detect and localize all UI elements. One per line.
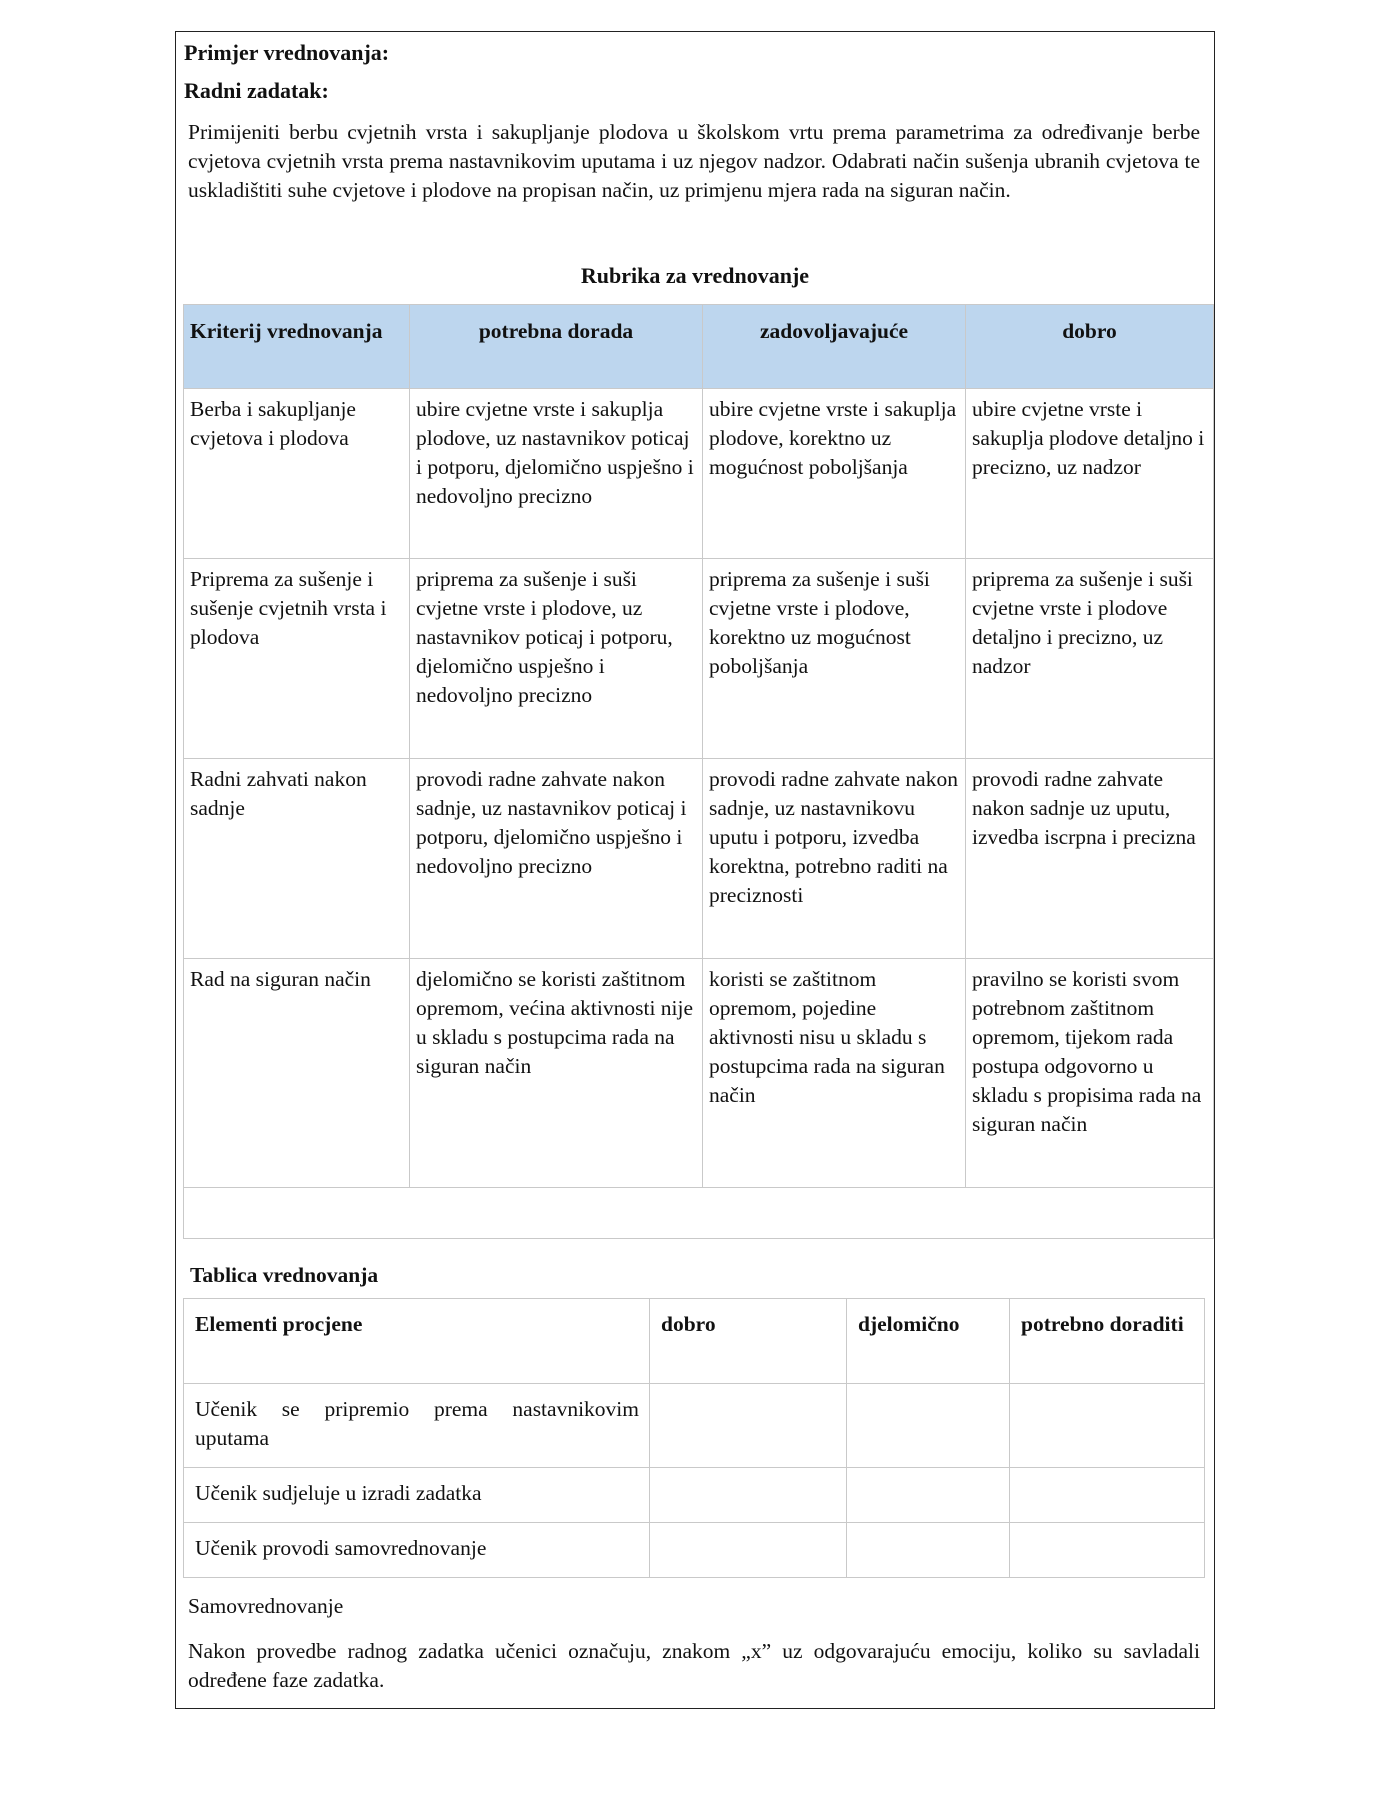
- mark-cell[interactable]: [650, 1523, 847, 1578]
- mark-cell[interactable]: [650, 1384, 847, 1468]
- evaluation-header-row: [184, 1299, 1205, 1384]
- mark-cell[interactable]: [847, 1384, 1010, 1468]
- evaluation-table-title: Tablica vrednovanja: [190, 1263, 379, 1287]
- table-cell: djelomično se koristi zaštitnom opremom, većina aktivnosti nije u skladu s postupcima rada na siguran način: [410, 959, 703, 1188]
- table-cell: provodi radne zahvate nakon sadnje uz uputu, izvedba iscrpna i precizna: [966, 759, 1214, 959]
- mark-cell[interactable]: [847, 1523, 1010, 1578]
- mark-cell[interactable]: [847, 1468, 1010, 1523]
- mark-cell[interactable]: [650, 1468, 847, 1523]
- task-text: Primijeniti berbu cvjetnih vrsta i sakupljanje plodova u školskom vrtu prema parametrima za određivanje berbe cvjetova cvjetnih vrsta prema nastavnikovim uputama i uz njegov nadzor. Odabrati način sušenja ubranih cvjetova te uskladištiti suhe cvjetove i plodove na propisan način, uz primjenu mjera rada na siguran način.: [188, 120, 1200, 202]
- rubric-col-satisfactory: zadovoljavajuće: [703, 305, 966, 389]
- rubric-table: [183, 304, 1214, 1239]
- table-cell: koristi se zaštitnom opremom, pojedine aktivnosti nisu u skladu s postupcima rada na siguran način: [703, 959, 966, 1188]
- table-row: [184, 1468, 1205, 1523]
- evaluation-table: [183, 1298, 1205, 1578]
- table-cell: priprema za sušenje i suši cvjetne vrste i plodove, uz nastavnikov poticaj i potporu, djelomično uspješno i nedovoljno precizno: [410, 559, 703, 759]
- element-cell: Učenik provodi samovrednovanje: [184, 1523, 650, 1578]
- self-eval-title: Samovrednovanje: [188, 1594, 344, 1618]
- table-cell: priprema za sušenje i suši cvjetne vrste i plodove detaljno i precizno, uz nadzor: [966, 559, 1214, 759]
- eval-col-needs-work: potrebno doraditi: [1010, 1299, 1205, 1384]
- criterion-cell: Priprema za sušenje i sušenje cvjetnih vrsta i plodova: [184, 559, 410, 759]
- table-row: [184, 759, 1214, 959]
- rubric-title: Rubrika za vrednovanje: [580, 263, 810, 288]
- criterion-cell: Berba i sakupljanje cvjetova i plodova: [184, 389, 410, 559]
- self-eval-text: Nakon provedbe radnog zadatka učenici označuju, znakom „x” uz odgovarajuću emociju, koliko su savladali određene faze zadatka.: [188, 1639, 1200, 1692]
- heading: Primjer vrednovanja:: [184, 40, 390, 65]
- table-row: [184, 389, 1214, 559]
- table-cell: pravilno se koristi svom potrebnom zaštitnom opremom, tijekom rada postupa odgovorno u skladu s propisima rada na siguran način: [966, 959, 1214, 1188]
- mark-cell[interactable]: [1010, 1523, 1205, 1578]
- table-cell: provodi radne zahvate nakon sadnje, uz nastavnikovu uputu i potporu, izvedba korektna, potrebno raditi na preciznosti: [703, 759, 966, 959]
- rubric-col-criterion: Kriterij vrednovanja: [184, 305, 410, 389]
- mark-cell[interactable]: [1010, 1468, 1205, 1523]
- table-cell: ubire cvjetne vrste i sakuplja plodove, uz nastavnikov poticaj i potporu, djelomično uspješno i nedovoljno precizno: [410, 389, 703, 559]
- table-cell: ubire cvjetne vrste i sakuplja plodove detaljno i precizno, uz nadzor: [966, 389, 1214, 559]
- rubric-col-needs-work: potrebna dorada: [410, 305, 703, 389]
- evaluation-example-box: [175, 31, 1215, 1709]
- table-row: [184, 1384, 1205, 1468]
- element-cell: Učenik se pripremio prema nastavnikovim uputama: [184, 1384, 650, 1468]
- criterion-cell: Rad na siguran način: [184, 959, 410, 1188]
- table-cell: provodi radne zahvate nakon sadnje, uz nastavnikov poticaj i potporu, djelomično uspješno i nedovoljno precizno: [410, 759, 703, 959]
- eval-col-partial: djelomično: [847, 1299, 1010, 1384]
- table-row: [184, 559, 1214, 759]
- empty-cell: [184, 1188, 1214, 1239]
- mark-cell[interactable]: [1010, 1384, 1205, 1468]
- rubric-header-row: [184, 305, 1214, 389]
- table-row: [184, 1523, 1205, 1578]
- table-cell: ubire cvjetne vrste i sakuplja plodove, korektno uz mogućnost poboljšanja: [703, 389, 966, 559]
- element-cell: Učenik sudjeluje u izradi zadatka: [184, 1468, 650, 1523]
- rubric-col-good: dobro: [966, 305, 1214, 389]
- table-cell: priprema za sušenje i suši cvjetne vrste i plodove, korektno uz mogućnost poboljšanja: [703, 559, 966, 759]
- eval-col-good: dobro: [650, 1299, 847, 1384]
- eval-col-elements: Elementi procjene: [184, 1299, 650, 1384]
- table-row: [184, 959, 1214, 1188]
- criterion-cell: Radni zahvati nakon sadnje: [184, 759, 410, 959]
- empty-row: [184, 1188, 1214, 1239]
- task-heading: Radni zadatak:: [184, 78, 329, 103]
